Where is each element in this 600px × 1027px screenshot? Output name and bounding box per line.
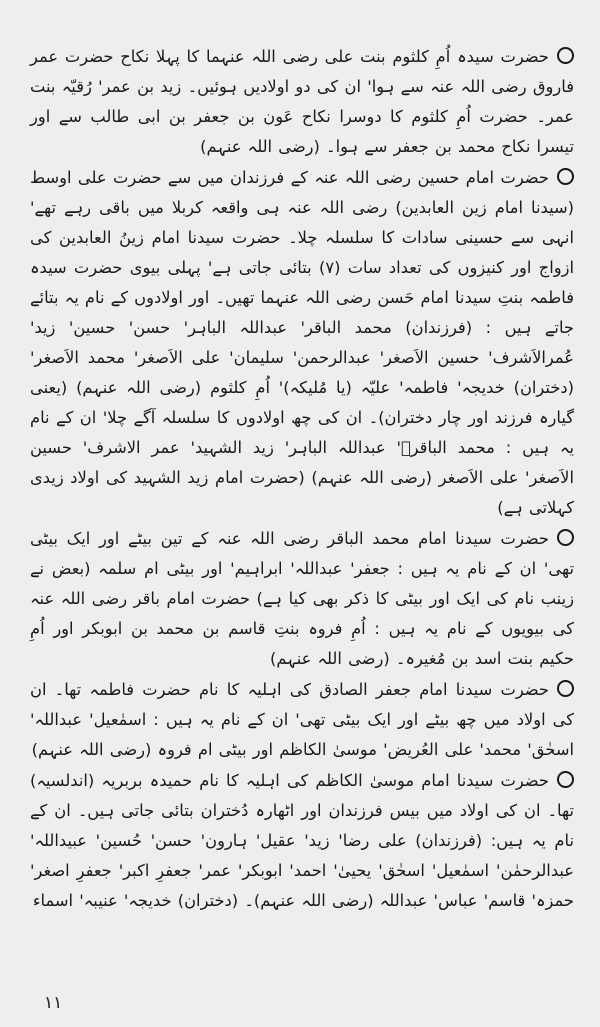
paragraph-text: حضرت سیدنا امام موسیٰ الکاظم کی اہلیہ کا نام حمیدہ بربریہ (اندلسیہ) تھا۔ ان کی اولاد میں بیس فرزندان اور اٹھارہ دُختران بتائی جاتی ہیں۔ ان کے نام یہ ہیں: (فرزندان) علی رضا' زید' عقیل' ہارون' حسن' حُسین' عبیداللہ' عبدالرحمٰن' اسمٰعیل' اسحٰق' یحییٰ' احمد' ابوبکر' عمر' جعفرِ اکبر' جعفرِ اصغر' حمزہ' قاسم' عباس' عبداللہ (رضی اللہ عنہم)۔ (دختران) خدیجہ' عنیبہ' اسماء — [30, 771, 574, 910]
paragraph-text: حضرت سیدنا امام جعفر الصادق کی اہلیہ کا نام حضرت فاطمہ تھا۔ ان کی اولاد میں چھ بیٹے اور ایک بیٹی تھی' ان کے نام یہ ہیں : اسمٰعیل' عبداللہ' اسحٰق' محمد' علی العُریض' موسیٰ الکاظم اور بیٹی ام فروہ (رضی اللہ عنہم) — [30, 680, 574, 759]
paragraph-4 — [30, 675, 574, 765]
circle-bullet-icon — [557, 680, 574, 697]
circle-bullet-icon — [557, 771, 574, 788]
page-number: ۱۱ — [44, 993, 63, 1013]
circle-bullet-icon — [557, 168, 574, 185]
paragraph-text: حضرت سیدہ اُمِ کلثوم بنت علی رضی اللہ عنہما کا پہلا نکاح حضرت عمر فاروق رضی اللہ عنہ سے ہوا' ان کی دو اولادیں ہوئیں۔ زید بن عمر' رُقیّہ بنت عمر۔ حضرت اُمِ کلثوم کا دوسرا نکاح عَون بن جعفر بن ابی طالب سے اور تیسرا نکاح محمد بن جعفر سے ہوا۔ (رضی اللہ عنہم) — [30, 47, 574, 156]
circle-bullet-icon — [557, 529, 574, 546]
circle-bullet-icon — [557, 47, 574, 64]
paragraph-5 — [30, 766, 574, 916]
paragraph-1 — [30, 42, 574, 162]
paragraph-text: حضرت امام حسین رضی اللہ عنہ کے فرزندان میں سے حضرت علی اوسط (سیدنا امام زین العابدین) رضی اللہ عنہ ہی واقعہ کربلا میں باقی رہے تھے' انہی سے حسینی سادات کا سلسلہ چلا۔ حضرت سیدنا امام زینُ العابدین کی ازواج اور کنیزوں کی تعداد سات (۷) بتائی جاتی ہے' پہلی بیوی حضرت سیدہ فاطمہ بنتِ سیدنا امام حَسن رضی اللہ عنہما تھیں۔ اور اولادوں کے نام یہ بتائے جاتے ہیں : (فرزندان) محمد الباقر' عبداللہ الباہر' حسن' حسین' زید' عُمرالاَشرف' حسین الاَصغر' عبدالرحمن' سلیمان' علی الاَصغر' محمد الاَصغر' (دختران) خدیجہ' فاطمہ' علیّہ (یا مُلیکہ)' اُمِ کلثوم (رضی اللہ عنہم) (یعنی گیارہ فرزند اور چار دختران)۔ ان کی چھ اولادوں کا سلسلہ آگے چلا' ان کے نام یہ ہیں : محمد الباقرؒ' عبداللہ الباہر' زید الشہید' عمر الاشرف' حسین الاَصغر' علی الاَصغر (رضی اللہ عنہم) (حضرت امام زید الشہید کی اولاد زیدی کہلاتی ہے) — [30, 168, 574, 517]
paragraph-2 — [30, 163, 574, 523]
paragraph-text: حضرت سیدنا امام محمد الباقر رضی اللہ عنہ کے تین بیٹے اور ایک بیٹی تھی' ان کے نام یہ ہیں : جعفر' عبداللہ' ابراہیم' اور بیٹی ام سلمہ (بعض نے زینب نام کی ایک اور بیٹی کا ذکر بھی کیا ہے) حضرت امام باقر رضی اللہ عنہ کی بیویوں کے نام یہ ہیں : اُمِ فروہ بنتِ قاسم بن محمد بن ابوبکر اور اُمِ حکیم بنت اسد بن مُغیرہ۔ (رضی اللہ عنہم) — [30, 529, 574, 668]
paragraph-3 — [30, 524, 574, 674]
